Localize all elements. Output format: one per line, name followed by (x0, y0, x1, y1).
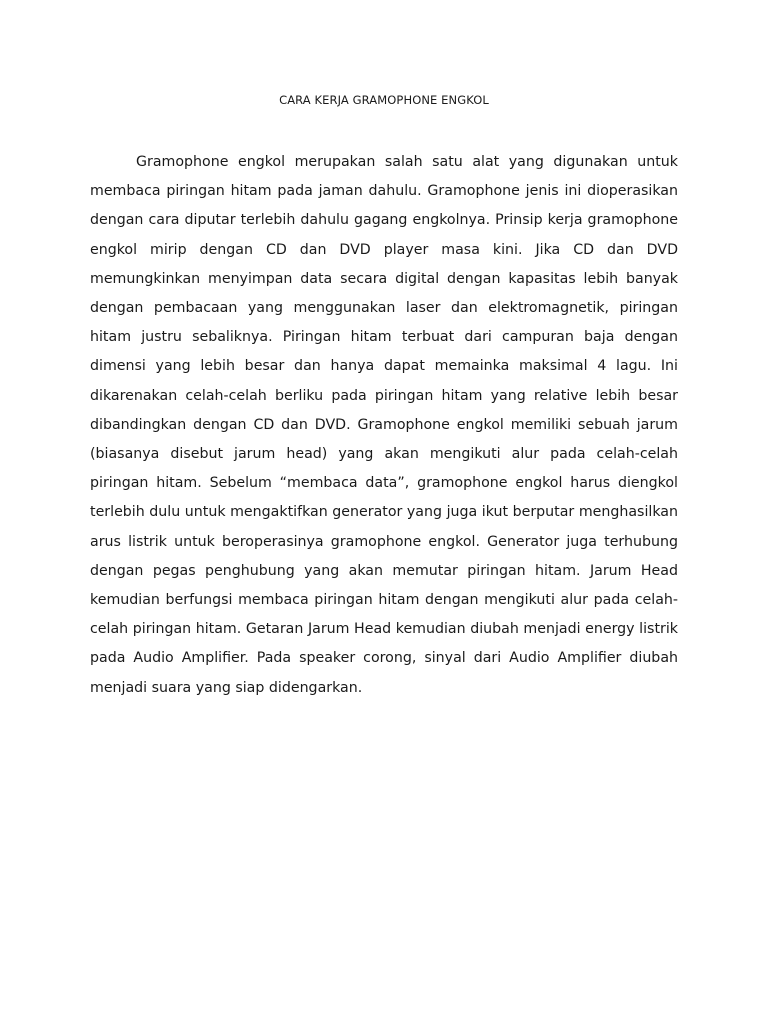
document-title: CARA KERJA GRAMOPHONE ENGKOL (279, 93, 489, 107)
body-paragraph: Gramophone engkol merupakan salah satu alat yang digunakan untuk membaca piringan hitam pada jaman dahulu. Gramophone jenis ini dioperasikan dengan cara diputar terlebih dahulu gagang engkolnya. Prinsip kerja gramophone engkol mirip dengan CD dan DVD player masa kini. Jika CD dan DVD memungkinkan menyimpan data secara digital dengan kapasitas lebih banyak dengan pembacaan yang menggunakan laser dan elektromagnetik, piringan hitam justru sebaliknya. Piringan hitam terbuat dari campuran baja dengan dimensi yang lebih besar dan hanya dapat memainka maksimal 4 lagu. Ini dikarenakan celah-celah berliku pada piringan hitam yang relative lebih besar dibandingkan dengan CD dan DVD. Gramophone engkol memiliki sebuah jarum (biasanya disebut jarum head) yang akan mengikuti alur pada celah-celah piringan hitam. Sebelum “membaca data”, gramophone engkol harus diengkol terlebih dulu untuk mengaktifkan generator yang juga ikut berputar menghasilkan arus listrik untuk beroperasinya gramophone engkol. Generator juga terhubung dengan pegas penghubung yang akan memutar piringan hitam. Jarum Head kemudian berfungsi membaca piringan hitam dengan mengikuti alur pada celah-celah piringan hitam. Getaran Jarum Head kemudian diubah menjadi energy listrik pada Audio Amplifier. Pada speaker corong, sinyal dari Audio Amplifier diubah menjadi suara yang siap didengarkan. (90, 154, 678, 696)
